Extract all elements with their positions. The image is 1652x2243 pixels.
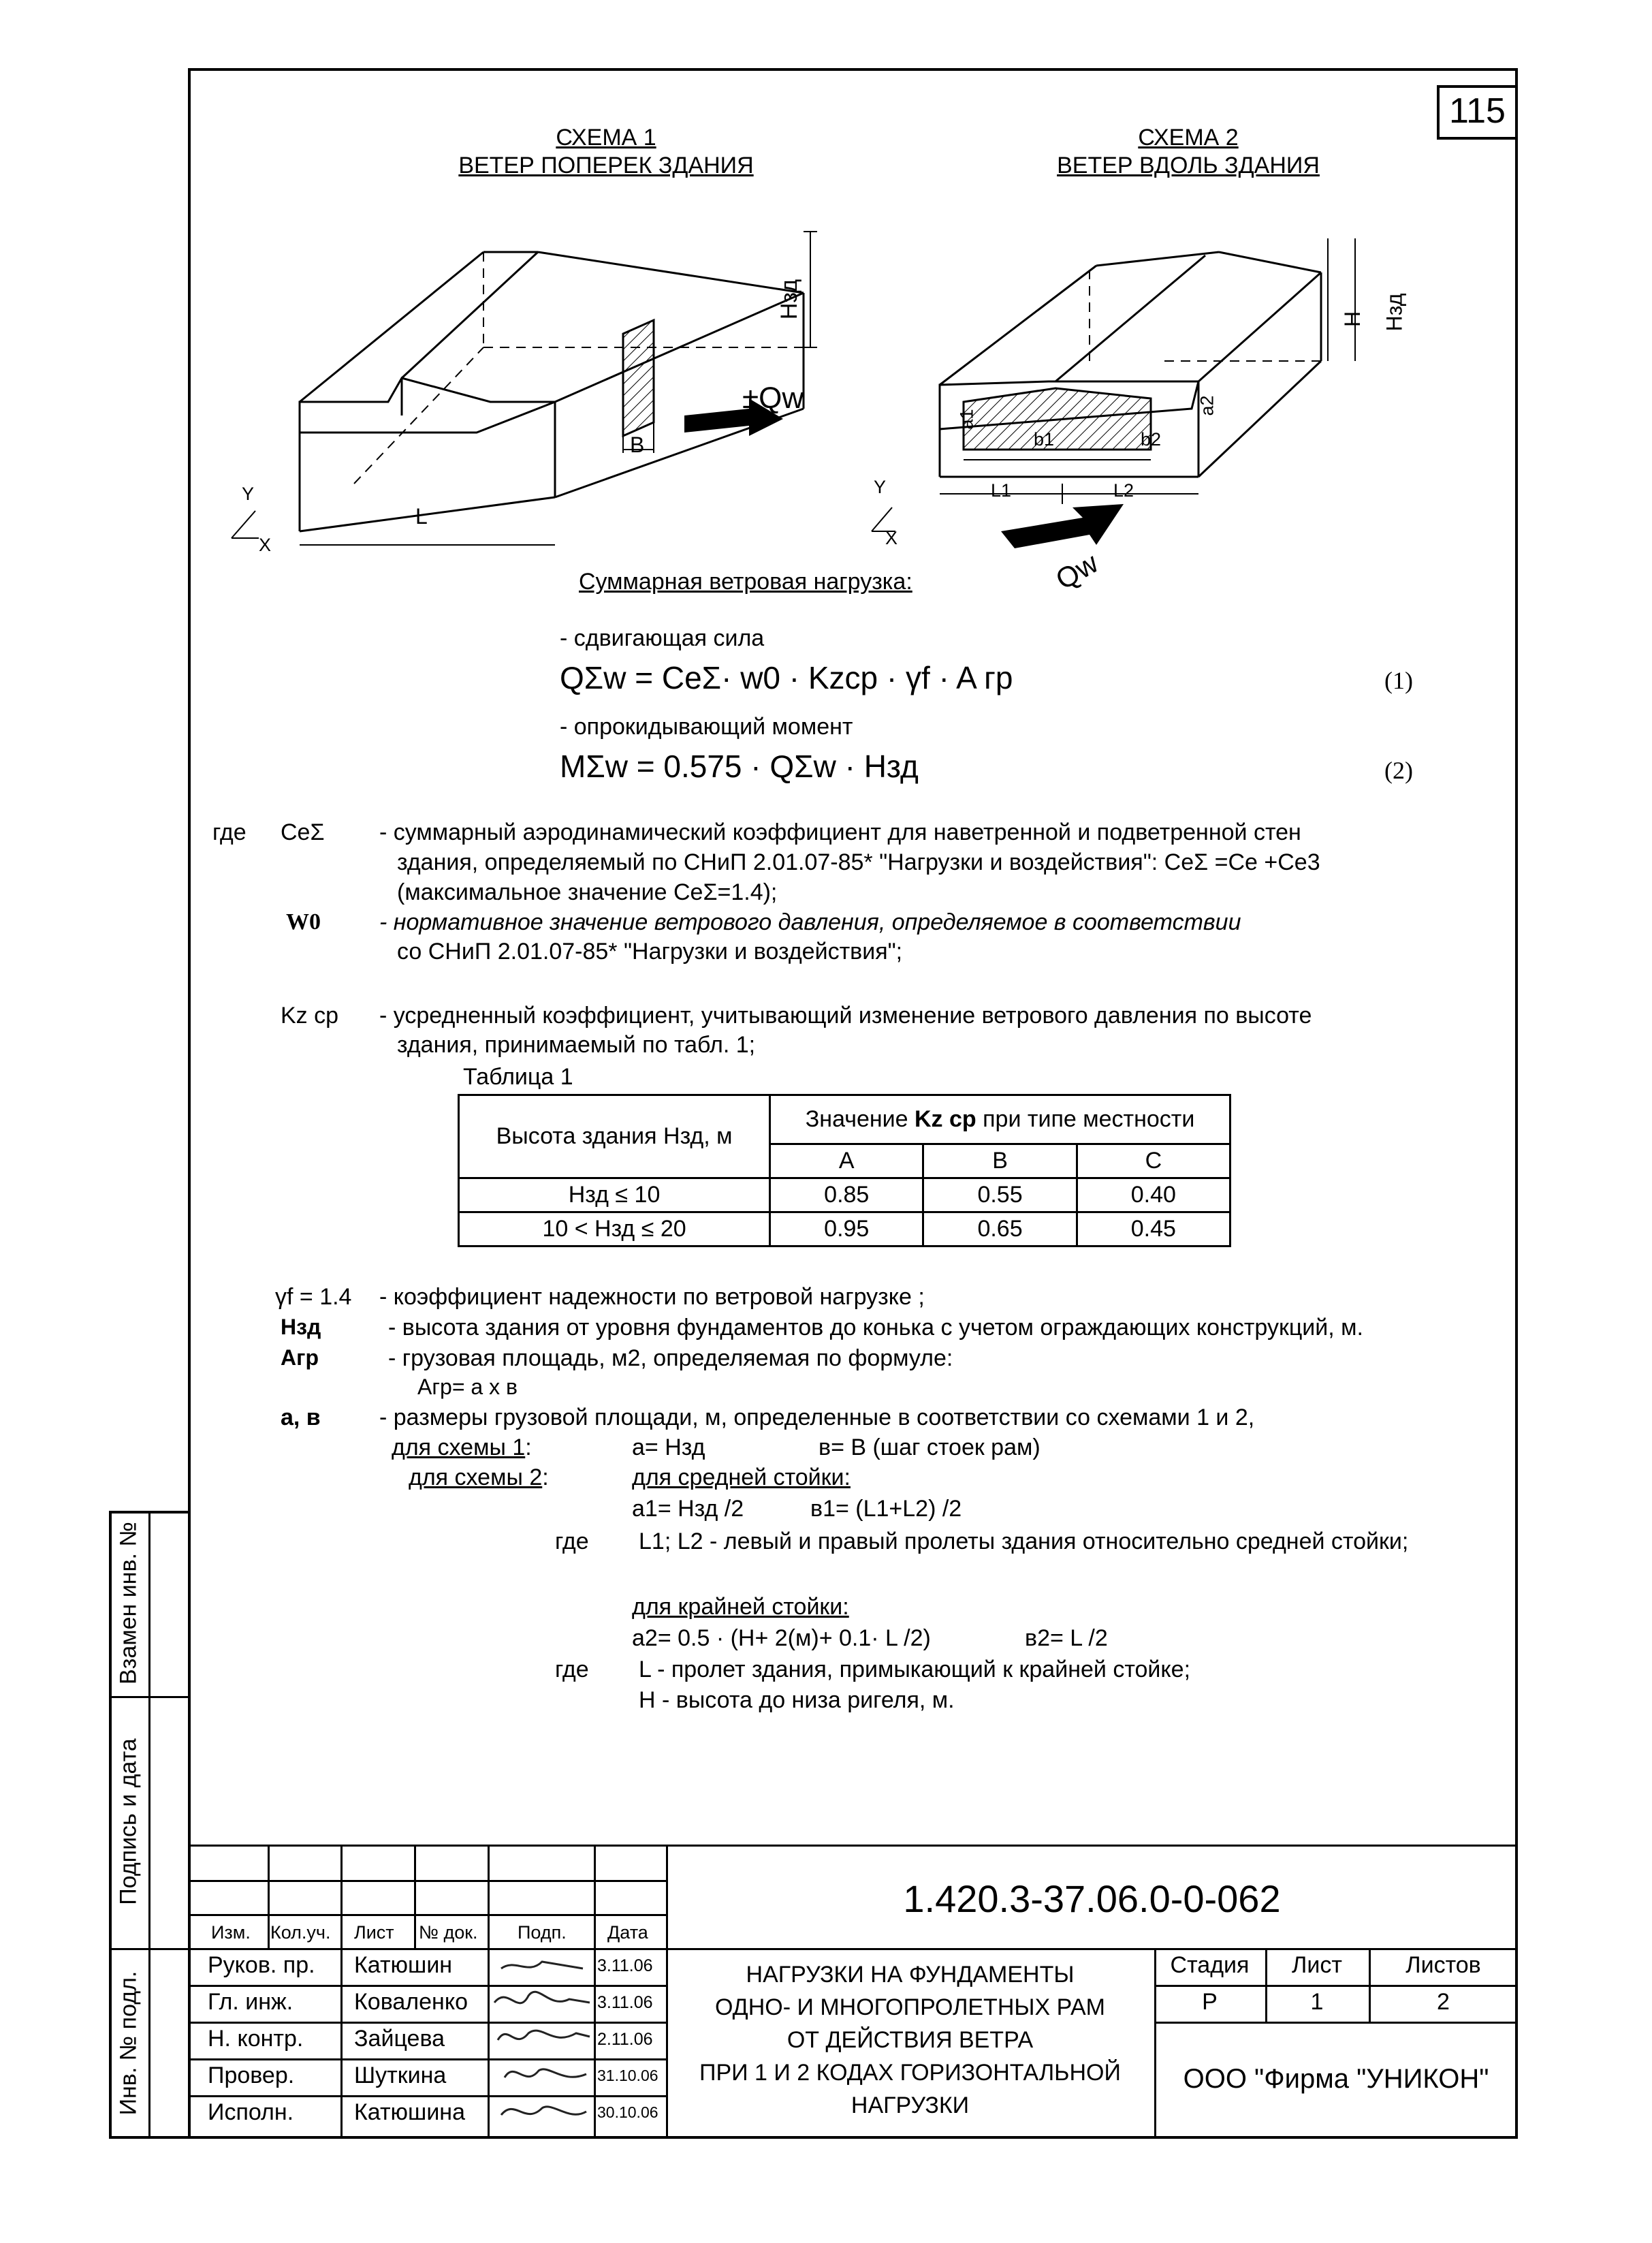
stamp-company: ООО "Фирма "УНИКОН" xyxy=(1183,2064,1489,2094)
scheme1-label-b: B xyxy=(630,433,645,457)
scheme2-edge: для крайней стойки: xyxy=(632,1594,849,1620)
table1-cell: 0.85 xyxy=(770,1178,923,1212)
ce-line-1: - суммарный аэродинамический коэффициент для наветренной и подветренной стен xyxy=(379,819,1301,845)
stamp-role: Провер. xyxy=(208,2062,295,2088)
kz-line-2: здания, принимаемый по табл. 1; xyxy=(397,1032,756,1058)
where-label: где xyxy=(212,819,247,845)
scheme1-axis-x: X xyxy=(259,535,272,555)
stamp-sheet: 1 xyxy=(1310,1989,1324,2015)
agr-formula: Aгр= a x в xyxy=(417,1375,518,1399)
scheme1-label-l: L xyxy=(415,504,428,529)
stamp-line xyxy=(188,1948,1518,1950)
ce-line-3: (максимальное значение CeΣ=1.4); xyxy=(397,879,778,905)
table1-sub-a: A xyxy=(770,1144,923,1178)
kz-symbol: Kz cp xyxy=(281,1003,339,1029)
formula-2-number: (2) xyxy=(1384,757,1413,784)
table1-cell: 0.45 xyxy=(1077,1212,1230,1246)
table1-cell: 0.55 xyxy=(923,1178,1077,1212)
stamp-sheet-label: Лист xyxy=(1292,1952,1342,1978)
table1-cell: 10 < Hзд ≤ 20 xyxy=(459,1212,770,1246)
moment-label: - опрокидывающий момент xyxy=(560,714,853,740)
stamp-sheets: 2 xyxy=(1437,1989,1450,2015)
stamp-col xyxy=(340,1845,343,2139)
table1-sub-b: B xyxy=(923,1144,1077,1178)
stamp-header-izm: Изм. xyxy=(211,1922,251,1943)
scheme2-label-l2: L2 xyxy=(1113,480,1134,501)
stamp-col xyxy=(268,1845,270,1948)
scheme1-subtitle: ВЕТЕР ПОПЕРЕК ЗДАНИЯ xyxy=(458,153,754,178)
scheme2-a2: a2= 0.5 · (H+ 2(м)+ 0.1· L /2) xyxy=(632,1625,931,1651)
summary-title: Суммарная ветровая нагрузка: xyxy=(579,569,912,595)
scheme1-title: СХЕМА 1 xyxy=(556,125,656,151)
formula-1: QΣw = CeΣ· w0 · Kzcp · γf · A гр xyxy=(560,660,1013,695)
stamp-date: 3.11.06 xyxy=(597,1993,653,2012)
stamp-date: 3.11.06 xyxy=(597,1956,653,1975)
w0-symbol: W0 xyxy=(286,909,321,935)
scheme1-b: в= B (шаг стоек рам) xyxy=(819,1434,1041,1460)
stamp-name: Катюшин xyxy=(354,1952,453,1978)
stamp-title-line: ПРИ 1 И 2 КОДАХ ГОРИЗОНТАЛЬНОЙ xyxy=(699,2060,1121,2086)
scheme2-rule: для схемы 2: xyxy=(409,1464,549,1490)
scheme2-label-q: Qw xyxy=(1050,546,1104,596)
stamp-title-line: ОДНО- И МНОГОПРОЛЕТНЫХ РАМ xyxy=(714,1994,1106,2020)
table1-cell: 0.95 xyxy=(770,1212,923,1246)
ce-line-2: здания, определяемый по СНиП 2.01.07-85* "Нагрузки и воздействия": CeΣ =Ce +Ce3 xyxy=(397,849,1320,875)
kz-line-1: - усредненный коэффициент, учитывающий изменение ветрового давления по высоте xyxy=(379,1003,1312,1029)
stamp-name: Зайцева xyxy=(354,2026,445,2052)
gf-symbol: γf = 1.4 xyxy=(275,1284,352,1310)
formula-1-number: (1) xyxy=(1384,667,1413,694)
scheme2-label-h: H xyxy=(1340,311,1365,328)
stamp-header-list: Лист xyxy=(354,1922,394,1943)
scheme1-label-q: ±Qw xyxy=(742,381,804,415)
scheme1-label-h: Hзд xyxy=(776,279,803,320)
side-inv: Инв. № подл. xyxy=(115,1971,142,2116)
scheme1-axis-y: Y xyxy=(242,484,255,504)
scheme2-label-a2: a2 xyxy=(1196,395,1218,416)
scheme2-title: СХЕМА 2 xyxy=(1138,125,1239,151)
scheme2-axis-x: X xyxy=(885,528,898,548)
side-strip-divider xyxy=(148,1511,150,2139)
scheme2-subtitle: ВЕТЕР ВДОЛЬ ЗДАНИЯ xyxy=(1057,153,1320,178)
w0-line-2: со СНиП 2.01.07-85* "Нагрузки и воздействия"; xyxy=(397,939,903,964)
stamp-stage: Р xyxy=(1202,1989,1218,2015)
stamp-line xyxy=(1154,2022,1518,2024)
stamp-top-line xyxy=(188,1845,1518,1847)
signature-images xyxy=(488,1948,594,2139)
agr-symbol: Aгр xyxy=(281,1345,319,1370)
table1-header-height: Высота здания Hзд, м xyxy=(459,1095,770,1178)
agr-text: - грузовая площадь, м2, определяемая по формуле: xyxy=(388,1345,953,1371)
scheme2-l: L1; L2 - левый и правый пролеты здания относительно средней стойки; xyxy=(639,1528,1409,1554)
shear-label: - сдвигающая сила xyxy=(560,625,765,651)
stamp-name: Коваленко xyxy=(354,1989,468,2015)
scheme2-label-l1: L1 xyxy=(991,480,1012,501)
gf-text: - коэффициент надежности по ветровой нагрузке ; xyxy=(379,1284,925,1310)
stamp-code: 1.420.3-37.06.0-0-062 xyxy=(903,1877,1281,1920)
side-podpis: Подпись и дата xyxy=(115,1738,142,1905)
stamp-col xyxy=(414,1845,416,1948)
formula-2: MΣw = 0.575 · QΣw · Hзд xyxy=(560,749,919,784)
stamp-name: Шуткина xyxy=(354,2062,447,2088)
scheme2-label-b2: b2 xyxy=(1141,429,1162,450)
w0-line-1: - нормативное значение ветрового давления, определяемое в соответствии xyxy=(379,909,1241,935)
scheme2-a1: a1= Hзд /2 xyxy=(632,1496,744,1522)
stamp-header-doc: № док. xyxy=(419,1922,478,1943)
scheme2-label-hzd: Hзд xyxy=(1382,293,1407,332)
stamp-sheets-label: Листов xyxy=(1405,1952,1481,1978)
ab-text: - размеры грузовой площади, м, определенные в соответствии со схемами 1 и 2, xyxy=(379,1405,1255,1430)
where-label-3: где xyxy=(555,1657,589,1682)
stamp-date: 31.10.06 xyxy=(597,2067,658,2084)
stamp-title-line: ОТ ДЕЙСТВИЯ ВЕТРА xyxy=(787,2027,1034,2053)
scheme2-b2: в2= L /2 xyxy=(1025,1625,1108,1651)
scheme2-label-a1: a1 xyxy=(956,409,977,430)
stamp-date: 30.10.06 xyxy=(597,2103,658,2121)
table1-sub-c: C xyxy=(1077,1144,1230,1178)
table-row xyxy=(459,1178,1230,1212)
stamp-role: Руков. пр. xyxy=(208,1952,315,1978)
where-label-2: где xyxy=(555,1528,589,1554)
ab-symbol: а, в xyxy=(281,1405,321,1430)
stamp-role: Исполн. xyxy=(208,2099,294,2125)
stamp-line xyxy=(1154,1985,1518,1987)
table-row xyxy=(459,1212,1230,1246)
stamp-role: Гл. инж. xyxy=(208,1989,293,2015)
scheme2-b1: в1= (L1+L2) /2 xyxy=(810,1496,962,1522)
stamp-header-podp: Подп. xyxy=(518,1922,567,1943)
stamp-header-date: Дата xyxy=(607,1922,648,1943)
scheme2-L: L - пролет здания, примыкающий к крайней стойке; xyxy=(639,1657,1191,1682)
scheme2-middle: для средней стойки: xyxy=(632,1464,851,1490)
scheme2-axis-y: Y xyxy=(874,477,887,497)
scheme1-rule: для схемы 1: xyxy=(392,1434,532,1460)
table1-cell: Hзд ≤ 10 xyxy=(459,1178,770,1212)
hzd-symbol: Hзд xyxy=(281,1315,321,1339)
stamp-date: 2.11.06 xyxy=(597,2030,653,2049)
side-zamen: Взамен инв. № xyxy=(115,1522,142,1684)
table1 xyxy=(458,1094,1231,1247)
stamp-header-kol: Кол.уч. xyxy=(270,1922,331,1943)
hzd-text: - высота здания от уровня фундаментов до конька с учетом ограждающих конструкций, м. xyxy=(388,1315,1363,1340)
ce-symbol: CeΣ xyxy=(281,819,325,845)
table1-cell: 0.65 xyxy=(923,1212,1077,1246)
stamp-name: Катюшина xyxy=(354,2099,465,2125)
scheme2-H: H - высота до низа ригеля, м. xyxy=(639,1687,955,1713)
scheme2-label-b1: b1 xyxy=(1034,429,1055,450)
scheme1-a: a= Hзд xyxy=(632,1434,705,1460)
stamp-title-line: НАГРУЗКИ xyxy=(851,2092,970,2118)
stamp-role: Н. контр. xyxy=(208,2026,304,2052)
stamp-stage-label: Стадия xyxy=(1170,1952,1250,1978)
table1-header-value: Значение Kz cp при типе местности xyxy=(770,1095,1230,1144)
sheet-number: 115 xyxy=(1449,91,1506,131)
stamp-title-line: НАГРУЗКИ НА ФУНДАМЕНТЫ xyxy=(746,1962,1075,1988)
scheme2-drawing xyxy=(851,225,1437,579)
table1-caption: Таблица 1 xyxy=(463,1064,573,1090)
table1-cell: 0.40 xyxy=(1077,1178,1230,1212)
stamp-col xyxy=(594,1845,596,2139)
